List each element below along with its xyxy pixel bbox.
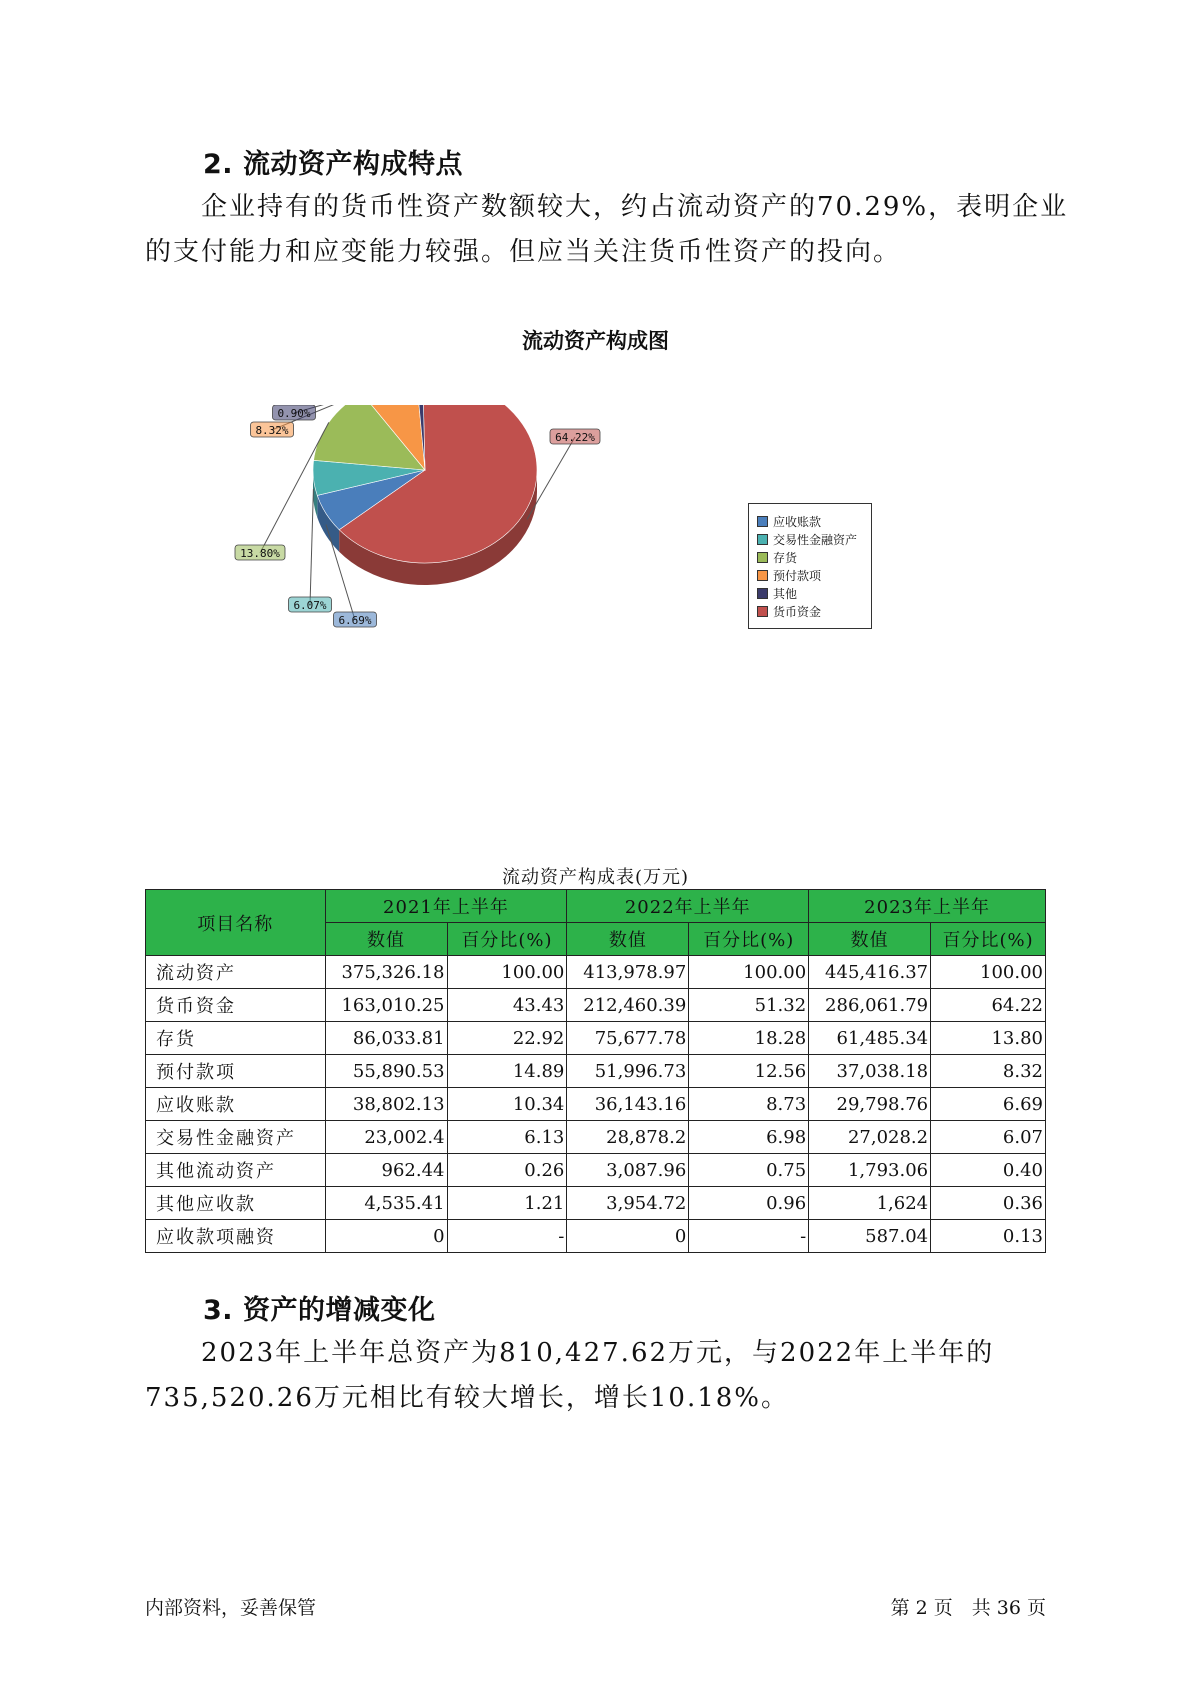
table-row — [146, 989, 1046, 1022]
footer-confidential: 内部资料，妥善保管 — [145, 1597, 317, 1619]
cell-value: 61,485.34 — [809, 1022, 931, 1055]
current-assets-table — [145, 889, 1046, 1253]
row-name: 货币资金 — [146, 989, 326, 1022]
cell-value: 445,416.37 — [809, 956, 931, 989]
cell-percent: 12.56 — [689, 1055, 809, 1088]
cell-value: 3,954.72 — [567, 1187, 689, 1220]
cell-value: 163,010.25 — [325, 989, 447, 1022]
cell-value: 0 — [325, 1220, 447, 1253]
cell-value: 28,878.2 — [567, 1121, 689, 1154]
legend-item — [757, 530, 871, 548]
cell-value: 29,798.76 — [809, 1088, 931, 1121]
cell-value: 375,326.18 — [325, 956, 447, 989]
cell-value: 4,535.41 — [325, 1187, 447, 1220]
cell-value: 37,038.18 — [809, 1055, 931, 1088]
cell-value: 0 — [567, 1220, 689, 1253]
row-name: 流动资产 — [146, 956, 326, 989]
row-name: 预付款项 — [146, 1055, 326, 1088]
cell-value: 36,143.16 — [567, 1088, 689, 1121]
leader-line — [310, 489, 313, 605]
pie-data-label — [550, 429, 600, 444]
table-row — [146, 1187, 1046, 1220]
cell-value: 86,033.81 — [325, 1022, 447, 1055]
legend-label: 其他 — [773, 586, 798, 601]
header-value: 数值 — [567, 923, 689, 956]
legend-item — [757, 602, 871, 620]
header-period: 2021年上半年 — [325, 890, 567, 923]
pie-data-label — [251, 422, 294, 437]
legend-label: 预付款项 — [773, 568, 822, 583]
cell-percent: 22.92 — [447, 1022, 567, 1055]
cell-percent: 64.22 — [931, 989, 1046, 1022]
cell-value: 587.04 — [809, 1220, 931, 1253]
pie-data-label — [334, 612, 377, 627]
section-heading-3: 3. 资产的增减变化 — [203, 1295, 436, 1326]
legend-item — [757, 566, 871, 584]
row-name: 其他流动资产 — [146, 1154, 326, 1187]
header-value: 数值 — [809, 923, 931, 956]
section-paragraph-2: 企业持有的货币性资产数额较大，约占流动资产的70.29%，表明企业的支付能力和应变能力较强。但应当关注货币性资产的投向。 — [145, 192, 1069, 267]
cell-value: 1,624 — [809, 1187, 931, 1220]
cell-percent: 13.80 — [931, 1022, 1046, 1055]
legend-swatch — [757, 588, 768, 599]
cell-percent: 0.96 — [689, 1187, 809, 1220]
cell-percent: 6.07 — [931, 1121, 1046, 1154]
cell-percent: 0.75 — [689, 1154, 809, 1187]
row-name: 其他应收款 — [146, 1187, 326, 1220]
row-name: 存货 — [146, 1022, 326, 1055]
legend-swatch — [757, 534, 768, 545]
legend-label: 货币资金 — [773, 604, 822, 619]
section-paragraph-3: 2023年上半年总资产为810,427.62万元，与2022年上半年的735,520.26万元相比有较大增长，增长10.18%。 — [145, 1338, 995, 1413]
cell-value: 212,460.39 — [567, 989, 689, 1022]
pie-label-text: 6.07% — [293, 599, 327, 612]
cell-percent: 0.13 — [931, 1220, 1046, 1253]
row-name: 应收账款 — [146, 1088, 326, 1121]
cell-percent: 0.40 — [931, 1154, 1046, 1187]
cell-value: 413,978.97 — [567, 956, 689, 989]
pie-data-label — [289, 597, 332, 612]
legend-item — [757, 584, 871, 602]
cell-percent: 0.36 — [931, 1187, 1046, 1220]
table-row — [146, 956, 1046, 989]
cell-percent: 6.69 — [931, 1088, 1046, 1121]
cell-percent: - — [689, 1220, 809, 1253]
header-item-name: 项目名称 — [146, 890, 326, 956]
legend-item — [757, 512, 871, 530]
legend-swatch — [757, 606, 768, 617]
pie-chart — [220, 405, 620, 645]
pie-data-label — [273, 405, 316, 420]
legend-item — [757, 548, 871, 566]
cell-percent: 43.43 — [447, 989, 567, 1022]
chart-title: 流动资产构成图 — [522, 329, 669, 353]
legend-label: 应收账款 — [773, 514, 822, 529]
footer-page-number: 第 2 页 共 36 页 — [890, 1597, 1046, 1619]
chart-legend — [748, 503, 872, 629]
cell-value: 3,087.96 — [567, 1154, 689, 1187]
legend-label: 存货 — [773, 550, 798, 565]
header-percent: 百分比(%) — [689, 923, 809, 956]
header-period: 2022年上半年 — [567, 890, 809, 923]
cell-percent: 51.32 — [689, 989, 809, 1022]
header-percent: 百分比(%) — [931, 923, 1046, 956]
pie-data-label — [235, 545, 285, 560]
pie-label-text: 64.22% — [555, 431, 595, 444]
cell-percent: 18.28 — [689, 1022, 809, 1055]
table-row — [146, 1121, 1046, 1154]
pie-label-text: 6.69% — [338, 614, 372, 627]
table-row — [146, 1154, 1046, 1187]
table-row — [146, 1055, 1046, 1088]
cell-percent: 100.00 — [931, 956, 1046, 989]
header-percent: 百分比(%) — [447, 923, 567, 956]
cell-value: 51,996.73 — [567, 1055, 689, 1088]
cell-value: 27,028.2 — [809, 1121, 931, 1154]
legend-swatch — [757, 516, 768, 527]
cell-percent: 6.13 — [447, 1121, 567, 1154]
cell-percent: 8.73 — [689, 1088, 809, 1121]
row-name: 交易性金融资产 — [146, 1121, 326, 1154]
legend-label: 交易性金融资产 — [773, 532, 858, 547]
cell-value: 1,793.06 — [809, 1154, 931, 1187]
legend-swatch — [757, 570, 768, 581]
cell-value: 75,677.78 — [567, 1022, 689, 1055]
header-period: 2023年上半年 — [809, 890, 1046, 923]
cell-percent: 100.00 — [447, 956, 567, 989]
cell-value: 962.44 — [325, 1154, 447, 1187]
cell-value: 286,061.79 — [809, 989, 931, 1022]
cell-value: 38,802.13 — [325, 1088, 447, 1121]
cell-percent: 14.89 — [447, 1055, 567, 1088]
pie-label-text: 13.80% — [240, 547, 280, 560]
legend-swatch — [757, 552, 768, 563]
cell-percent: 100.00 — [689, 956, 809, 989]
table-caption: 流动资产构成表(万元) — [501, 867, 690, 888]
row-name: 应收款项融资 — [146, 1220, 326, 1253]
cell-value: 55,890.53 — [325, 1055, 447, 1088]
cell-percent: 1.21 — [447, 1187, 567, 1220]
cell-percent: 6.98 — [689, 1121, 809, 1154]
header-value: 数值 — [325, 923, 447, 956]
cell-value: 23,002.4 — [325, 1121, 447, 1154]
table-row — [146, 1220, 1046, 1253]
pie-label-text: 0.90% — [277, 407, 311, 420]
table-row — [146, 1088, 1046, 1121]
table-row — [146, 1022, 1046, 1055]
pie-label-text: 8.32% — [255, 424, 289, 437]
cell-percent: - — [447, 1220, 567, 1253]
cell-percent: 10.34 — [447, 1088, 567, 1121]
cell-percent: 0.26 — [447, 1154, 567, 1187]
section-heading-2: 2. 流动资产构成特点 — [203, 149, 463, 180]
cell-percent: 8.32 — [931, 1055, 1046, 1088]
